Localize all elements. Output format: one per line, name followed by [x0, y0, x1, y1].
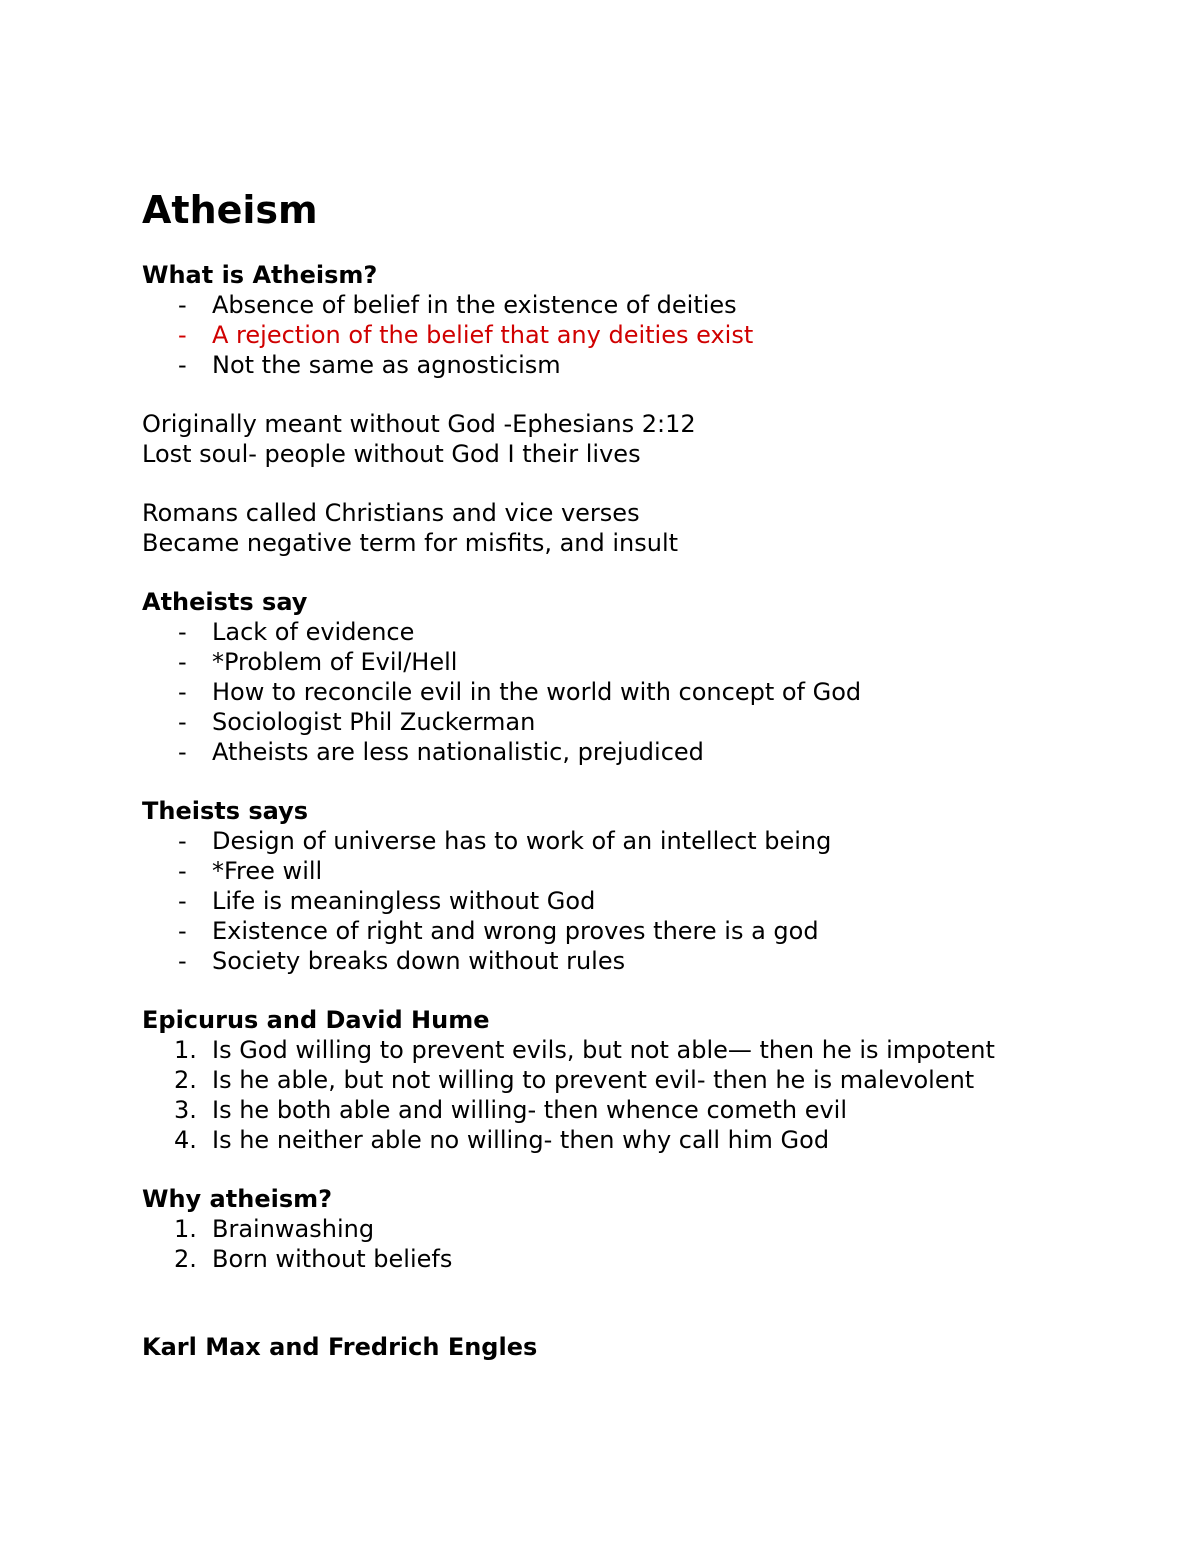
heading-theists-says: Theists says [142, 797, 309, 825]
number-marker: 1. [174, 1036, 197, 1064]
heading-atheists-say: Atheists say [142, 588, 308, 616]
document-page [142, 186, 1102, 1362]
list-atheists-say [142, 617, 1102, 767]
dash-marker: - [178, 648, 187, 676]
list-item: 1. Brainwashing [174, 1215, 375, 1243]
number-marker: 3. [174, 1096, 197, 1124]
dash-marker: - [178, 827, 187, 855]
dash-marker: - [178, 291, 187, 319]
number-marker: 4. [174, 1126, 197, 1154]
dash-marker: - [178, 678, 187, 706]
list-item: 4. Is he neither able no willing- then why call him God [174, 1126, 830, 1154]
spacer [142, 1274, 1102, 1332]
list-item: - Existence of right and wrong proves there is a god [178, 917, 819, 945]
spacer [142, 558, 1102, 587]
dash-marker: - [178, 887, 187, 915]
dash-marker: - [178, 618, 187, 646]
number-marker: 2. [174, 1245, 197, 1273]
dash-marker: - [178, 708, 187, 736]
paragraph-origin-line-2: Lost soul- people without God I their lives [142, 440, 641, 468]
spacer [142, 469, 1102, 498]
paragraph-origin-line-1: Originally meant without God -Ephesians 2:12 [142, 410, 696, 438]
document-title: Atheism [142, 188, 318, 232]
list-item: - Design of universe has to work of an intellect being [178, 827, 832, 855]
list-item: - Not the same as agnosticism [178, 351, 561, 379]
paragraph-romans-line-2: Became negative term for misfits, and insult [142, 529, 679, 557]
dash-marker: - [178, 947, 187, 975]
list-item: - Atheists are less nationalistic, prejudiced [178, 738, 704, 766]
paragraph-romans-line-1: Romans called Christians and vice verses [142, 499, 640, 527]
number-marker: 2. [174, 1066, 197, 1094]
heading-marx-engels: Karl Max and Fredrich Engles [142, 1333, 538, 1361]
dash-marker: - [178, 738, 187, 766]
spacer [142, 976, 1102, 1005]
number-marker: 1. [174, 1215, 197, 1243]
list-theists-says [142, 826, 1102, 976]
list-why-atheism [142, 1214, 1102, 1274]
list-item-highlighted: - A rejection of the belief that any deities exist [178, 321, 754, 349]
list-epicurus-hume [142, 1035, 1102, 1155]
list-item: 2. Is he able, but not willing to prevent evil- then he is malevolent [174, 1066, 975, 1094]
list-item: - Absence of belief in the existence of deities [178, 291, 737, 319]
dash-marker: - [178, 351, 187, 379]
list-item: - Society breaks down without rules [178, 947, 626, 975]
dash-marker: - [178, 321, 187, 349]
heading-epicurus-hume: Epicurus and David Hume [142, 1006, 490, 1034]
list-item: - Life is meaningless without God [178, 887, 596, 915]
list-item: - *Free will [178, 857, 323, 885]
list-item: - How to reconcile evil in the world with concept of God [178, 678, 862, 706]
list-what-is-atheism [142, 290, 1102, 380]
spacer [142, 1155, 1102, 1184]
list-item: - Lack of evidence [178, 618, 415, 646]
heading-why-atheism: Why atheism? [142, 1185, 333, 1213]
spacer [142, 767, 1102, 796]
list-item: 3. Is he both able and willing- then whence cometh evil [174, 1096, 848, 1124]
list-item: 1. Is God willing to prevent evils, but not able— then he is impotent [174, 1036, 995, 1064]
dash-marker: - [178, 917, 187, 945]
list-item: - *Problem of Evil/Hell [178, 648, 458, 676]
heading-what-is-atheism: What is Atheism? [142, 261, 378, 289]
list-item: 2. Born without beliefs [174, 1245, 453, 1273]
dash-marker: - [178, 857, 187, 885]
spacer [142, 380, 1102, 409]
list-item: - Sociologist Phil Zuckerman [178, 708, 536, 736]
